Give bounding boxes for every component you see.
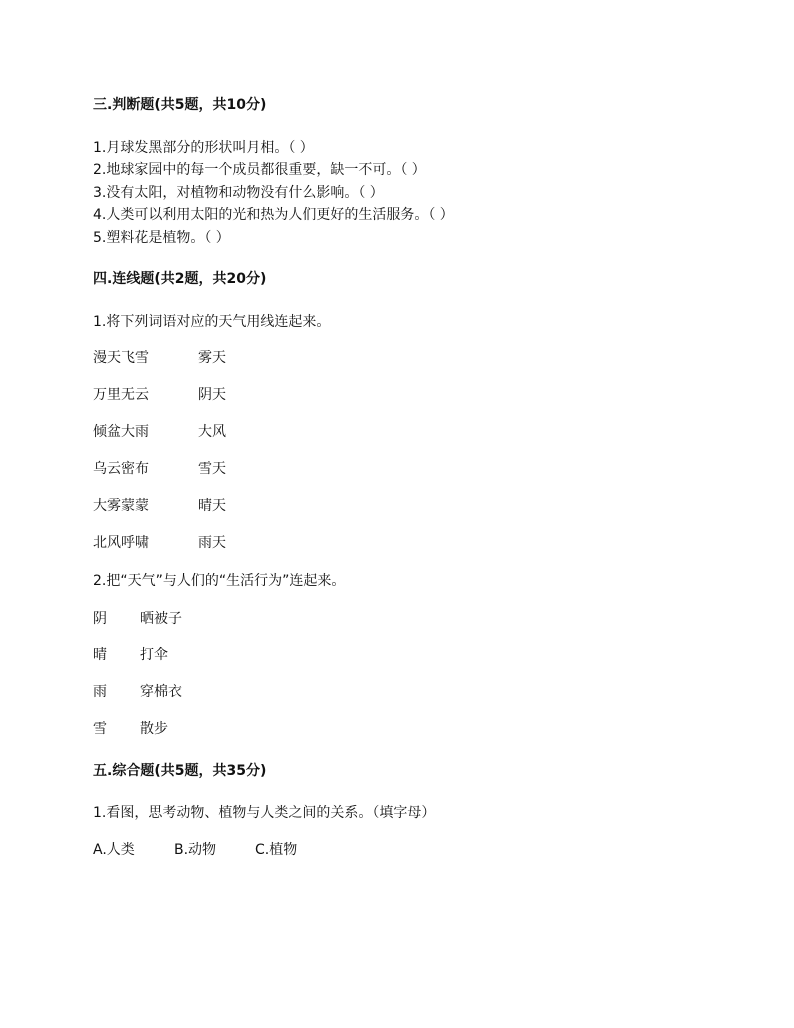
comprehensive-q1-prompt: 1.看图，思考动物、植物与人类之间的关系。（填字母） xyxy=(93,805,436,821)
weather-label: 雨天 xyxy=(198,535,226,551)
matching-q1-prompt: 1.将下列词语对应的天气用线连起来。 xyxy=(93,314,331,330)
weather-label: 雪天 xyxy=(198,461,226,477)
option-c: C.植物 xyxy=(255,842,298,858)
weather-label: 阴天 xyxy=(198,387,226,403)
behavior-label: 晒被子 xyxy=(140,611,182,627)
option-b: B.动物 xyxy=(174,842,217,858)
phrase-label: 漫天飞雪 xyxy=(93,350,149,366)
section5-title: 五.综合题(共5题，共35分) xyxy=(93,763,267,779)
weather-label: 雨 xyxy=(93,684,107,700)
section4-title: 四.连线题(共2题，共20分) xyxy=(93,271,267,287)
phrase-label: 北风呼啸 xyxy=(93,535,149,551)
phrase-label: 倾盆大雨 xyxy=(93,424,149,440)
weather-label: 雾天 xyxy=(198,350,226,366)
phrase-label: 大雾蒙蒙 xyxy=(93,498,149,514)
phrase-label: 乌云密布 xyxy=(93,461,149,477)
judgement-item-1: 1.月球发黑部分的形状叫月相。（ ） xyxy=(93,140,314,156)
weather-label: 阴 xyxy=(93,611,107,627)
judgement-item-2: 2.地球家园中的每一个成员都很重要，缺一不可。（ ） xyxy=(93,162,426,178)
matching-q2-prompt: 2.把“天气”与人们的“生活行为”连起来。 xyxy=(93,573,346,589)
judgement-item-3: 3.没有太阳，对植物和动物没有什么影响。（ ） xyxy=(93,185,384,201)
behavior-label: 散步 xyxy=(140,721,168,737)
section3-title: 三.判断题(共5题，共10分) xyxy=(93,97,267,113)
weather-label: 晴 xyxy=(93,647,107,663)
phrase-label: 万里无云 xyxy=(93,387,149,403)
behavior-label: 打伞 xyxy=(140,647,168,663)
weather-label: 雪 xyxy=(93,721,107,737)
behavior-label: 穿棉衣 xyxy=(140,684,182,700)
option-a: A.人类 xyxy=(93,842,135,858)
weather-label: 晴天 xyxy=(198,498,226,514)
weather-label: 大风 xyxy=(198,424,226,440)
judgement-item-5: 5.塑料花是植物。（ ） xyxy=(93,230,230,246)
judgement-item-4: 4.人类可以利用太阳的光和热为人们更好的生活服务。（ ） xyxy=(93,207,454,223)
